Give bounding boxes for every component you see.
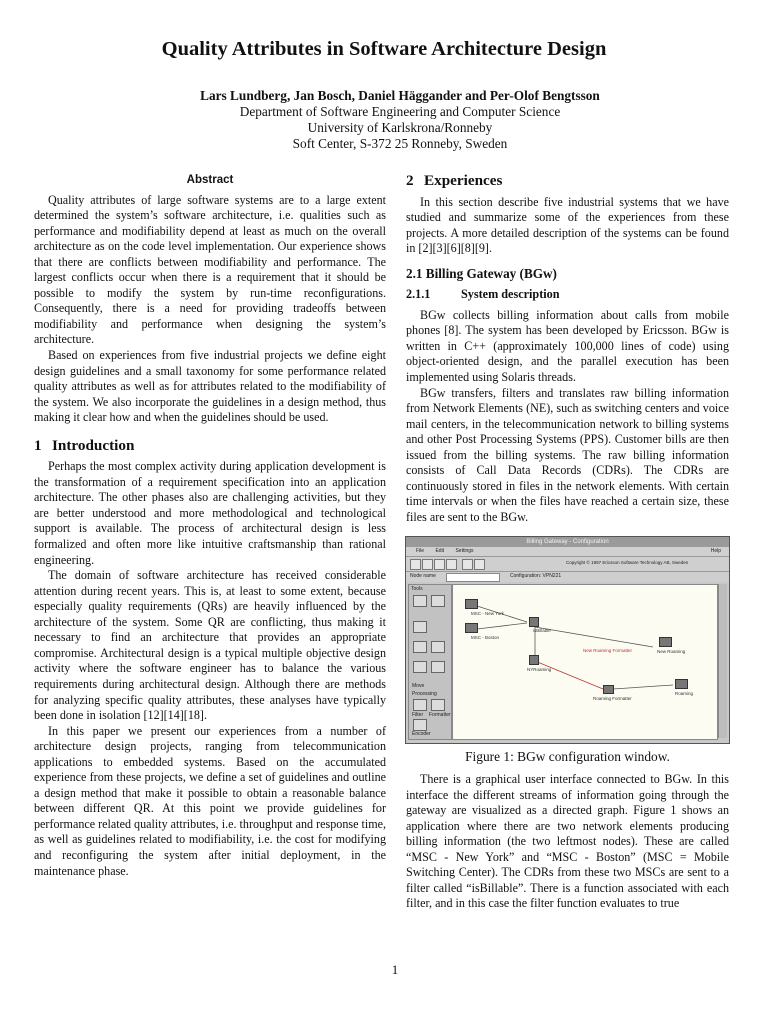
msc-boston-node xyxy=(465,623,478,633)
node-tool-icon xyxy=(413,661,427,673)
right-column-top xyxy=(406,173,729,525)
intro-paragraph: Perhaps the most complex activity during application development is the transformation of a requirement specification into an application architecture. The other phases also are challenging activities, but they are better understood and more methodological and technological support is available. The process of architectural design is less formalized and often more like intuitive craftsmanship than rational engineering. xyxy=(34,459,386,567)
print-icon xyxy=(446,559,457,570)
node-tool-icon xyxy=(431,661,445,673)
authors: Lars Lundberg, Jan Bosch, Daniel Häggander and Per-Olof Bengtsson xyxy=(200,88,600,103)
affiliation-line-3: Soft Center, S-372 25 Ronneby, Sweden xyxy=(292,136,508,151)
figure-caption: Figure 1: BGw configuration window. xyxy=(465,749,670,764)
tool-icon xyxy=(474,559,485,570)
menu-edit: Edit xyxy=(435,548,445,554)
palette-label-formatter: Formatter xyxy=(429,712,451,718)
edge xyxy=(613,685,673,689)
encoder-icon xyxy=(413,719,427,731)
subsubsection-number: 2.1.1 xyxy=(406,287,431,302)
section-heading-introduction xyxy=(34,438,386,454)
bgw-configuration-window xyxy=(405,536,730,744)
intro-paragraph: In this paper we present our experiences from a number of architecture design projects, ranging from telecommunication applications to embedded systems. Based on the accumulated experience from these projects, we define a set of guidelines and outline a design method that make it possible to obtain a reasonable balance between different QR. At this point we provide guidelines for performance related quality attributes, i.e. throughput and response time, as well as guidelines related to modifiability, i.e. the cost for modifying and reconfiguring the system after initial deployment, in the maintenance phase. xyxy=(34,723,386,878)
section-number: 1 xyxy=(34,436,42,454)
tools-label: Tools xyxy=(411,586,423,592)
roaming-formatter-label: New Roaming Formatter xyxy=(583,648,633,653)
figure-discussion-paragraph: There is a graphical user interface connected to BGw. In this interface the different streams of information going through the gateway are visualized as a directed graph. Figure 1 shows an application where there are two network elements producing billing information (the two leftmost nodes). These are called “MSC - New York” and “MSC - Boston” (MSC = Mobile Switching Center). The CDRs from these two MSCs are sent to a filter called “isBillable”. There is a function associated with each filter, and in this case the filter function evaluates to true xyxy=(406,772,729,911)
abstract-paragraph: Quality attributes of large software systems are to a large extent determined the system’s software architecture, i.e. qualities such as performance and modifiability depend at least as much on the overall architecture as on the code level implementation. Our experience shows that there are conflicts between modifiability and performance. The largest conflicts occur when there is a requirement that it should be possible to modify the system by run-time reconfigurations. Consequently, there is a need for providing tradeoffs between modifiability and performance when designing the system’s architecture. xyxy=(34,192,386,347)
edge xyxy=(477,623,527,629)
menu-settings: Settings xyxy=(455,548,474,554)
edge xyxy=(535,627,653,647)
palette-label-processing: Processing xyxy=(412,691,437,697)
section-title: Experiences xyxy=(424,172,503,189)
roaming-node xyxy=(675,679,688,689)
new-roaming-node xyxy=(659,637,672,647)
abstract-paragraph: Based on experiences from five industrial projects we define eight design guidelines and a small taxonomy for some performance related quality attributes as well as for attributes related to the modifiability of the system. We also incorporate the guidelines in a design method, thus making it clear how and when the guidelines should be used. xyxy=(34,348,386,425)
graph-canvas xyxy=(452,584,718,740)
save-icon xyxy=(434,559,445,570)
processing-icon xyxy=(431,699,445,711)
node-tool-icon xyxy=(431,641,445,653)
canvas-scrollbar xyxy=(718,584,727,738)
processing-icon xyxy=(413,699,427,711)
subsection-heading: 2.1 Billing Gateway (BGw) xyxy=(406,265,557,281)
edge xyxy=(535,661,603,689)
roaming-formatter-node xyxy=(603,685,614,694)
isbillable-label: isBillable xyxy=(533,628,551,633)
new-roaming-label: New Roaming xyxy=(657,649,686,654)
nyroaming-label: NYRoaming xyxy=(527,667,552,672)
msc-new-york-label: MSC - New York xyxy=(471,611,505,616)
link-icon xyxy=(431,595,445,607)
section-heading-experiences xyxy=(406,173,729,189)
edit-icon xyxy=(462,559,473,570)
palette-label-filter: Filter xyxy=(412,712,424,718)
node-bar xyxy=(406,572,729,582)
copyright-text: Copyright © 1997 Ericsson Software Technology AB, Sweden xyxy=(566,560,689,565)
subsubsection-title: System description xyxy=(461,287,560,302)
right-column-bottom xyxy=(406,772,729,912)
left-column xyxy=(34,173,386,879)
nyroaming-node xyxy=(529,655,539,665)
msc-new-york-node xyxy=(465,599,478,609)
menu-help: Help xyxy=(710,548,721,554)
intro-paragraph: The domain of software architecture has received considerable attention during recent years. This is, at least to some extent, because especially quality requirements (QRs) are heavily influenced by the architecture of the system. Some QR are conflicting, thus making it necessary to find an architecture that provides an appropriate compromise. Architectural design is a typical multiple objective design activity where the software engineer has to balance the various requirements during architectural design. Although there are methods for analyzing specific quality attributes, these analyses have typically been done in isolation [12][14][18]. xyxy=(34,568,386,723)
paper-title: Quality Attributes in Software Architecture Design xyxy=(161,38,607,60)
tool-palette xyxy=(408,584,452,740)
configuration-label: Configuration: VPN221 xyxy=(510,573,562,579)
bgw-paragraph: BGw transfers, filters and translates raw billing information from Network Elements (NE), such as switching centers and voice mail centers, in the telecommunication network to billing systems and other Post Processing Systems (PPS). Customer bills are then issued from the billing systems. The raw billing information consists of Call Data Records (CDRs). The CDRs are continuously stored in files in the network elements. With certain time intervals or when the files have reached a certain size, these files are sent to the BGw. xyxy=(406,385,729,524)
subsubsection-heading xyxy=(406,287,729,303)
window-titlebar: Billing Gateway - Configuration xyxy=(406,537,729,547)
open-icon xyxy=(422,559,433,570)
section-number: 2 xyxy=(406,172,414,189)
menu-file: File xyxy=(416,548,425,554)
new-icon xyxy=(410,559,421,570)
page-number: 1 xyxy=(391,962,399,977)
affiliation-line-1: Department of Software Engineering and Computer Science xyxy=(239,104,561,119)
isbillable-node xyxy=(529,617,539,627)
pointer-icon xyxy=(413,595,427,607)
msc-boston-label: MSC - Boston xyxy=(471,635,500,640)
abstract-heading: Abstract xyxy=(186,174,234,186)
palette-label-encoder: Encoder xyxy=(412,731,431,737)
affiliation-line-2: University of Karlskrona/Ronneby xyxy=(307,120,493,135)
window-menubar xyxy=(406,547,729,557)
node-tool-icon xyxy=(413,641,427,653)
experiences-paragraph: In this section describe five industrial systems that we have studied and summarize some of the experiences from these projects. A more detailed description of the systems can be found in [2][3][6][8][9]. xyxy=(406,194,729,256)
palette-label-move: Move xyxy=(412,683,425,689)
node-name-field xyxy=(446,573,500,582)
roaming-formatter2-label: Roaming Formatter xyxy=(593,696,632,701)
roaming-label: Roaming xyxy=(675,691,694,696)
filter-tool-icon xyxy=(413,621,427,633)
graph-edges xyxy=(453,585,717,739)
bgw-paragraph: BGw collects billing information about calls from mobile phones [8]. The system has been developed by Ericsson. BGw is written in C++ (approximately 100,000 lines of code) using object-oriented design, and the parallel execution has been implemented using Solaris threads. xyxy=(406,307,729,385)
node-name-label: Node name xyxy=(410,573,436,579)
section-title: Introduction xyxy=(52,436,135,454)
window-toolbar xyxy=(406,557,729,572)
